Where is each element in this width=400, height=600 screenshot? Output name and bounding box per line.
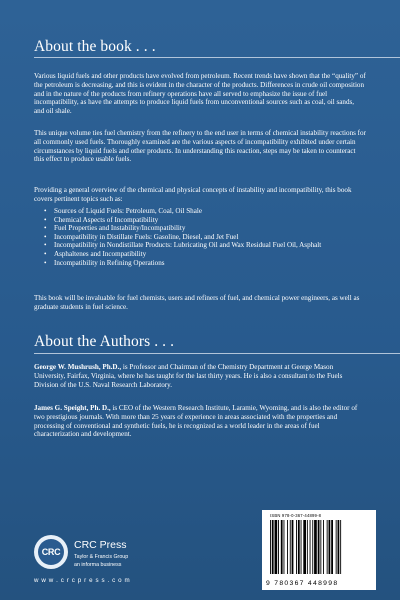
- publisher-tagline: an informa business: [74, 562, 122, 568]
- crc-press-logo: [34, 535, 68, 569]
- about-book-paragraph-2: [34, 129, 366, 164]
- isbn-digits: 9 780367 448998: [266, 580, 339, 587]
- logo-text: CRC: [38, 539, 64, 565]
- paragraph-text: Various liquid fuels and other products have evolved from petroleum. Recent trends have shown that the “quality” of the petroleum is decreasing, and this is evident in the character of the products. Differences in crude oil composition and in the nature of the products from refinery operations have all served to emphasize the issue of fuel incompatibility, as have the attempts to produce liquid fuels from unconventional sources such as coal, oil sands, and oil shale.: [34, 72, 366, 115]
- about-book-heading: About the book . . .: [34, 38, 156, 55]
- about-book-paragraph-3: [34, 186, 366, 204]
- about-authors-heading: About the Authors . . .: [34, 333, 175, 350]
- author-bio-text: is Professor and Chairman of the Chemistry Department at George Mason University, Fairfax, Virginia, where he has taught for the last thirty years. He is also a consultant to the Fuels Division of the U.S. Naval Research Laboratory.: [34, 363, 343, 389]
- author-bio-1: [34, 363, 366, 389]
- topic-item: • Asphaltenes and Incompatibility: [44, 250, 364, 259]
- about-book-divider: [34, 57, 400, 58]
- author-name: James G. Speight, Ph. D.,: [34, 404, 111, 412]
- topic-item: • Incompatibility in Nondistillate Products: Lubricating Oil and Wax Residual Fuel Oil, Asphalt: [44, 241, 364, 250]
- paragraph-text: This book will be invaluable for fuel chemists, users and refiners of fuel, and chemical power engineers, as well as graduate students in fuel science.: [34, 294, 360, 311]
- topics-list: [44, 207, 364, 267]
- topic-item: • Incompatibility in Refining Operations: [44, 259, 364, 268]
- paragraph-text: This unique volume ties fuel chemistry from the refinery to the end user in terms of chemical instability reactions for all commonly used fuels. Thoroughly examined are the various aspects of incompatibility exhibited under certain circumstances by liquid fuels and other products. In understanding this reaction, steps may be taken to counteract this effect to produce usable fuels.: [34, 129, 366, 164]
- about-authors-divider: [34, 353, 400, 354]
- topic-item: • Chemical Aspects of Incompatibility: [44, 216, 364, 225]
- author-bio-2: [34, 404, 366, 439]
- publisher-group: Taylor & Francis Group: [74, 554, 129, 560]
- publisher-block: [34, 535, 224, 584]
- publisher-name: CRC Press: [74, 539, 127, 551]
- about-book-paragraph-1: [34, 72, 366, 116]
- author-bio-text: is CEO of the Western Research Institute, Laramie, Wyoming, and is also the editor of two prestigious journals. With more than 25 years of experience in areas associated with the properties and processing of conventional and synthetic fuels, he is recognized as a world leader in the areas of fuel characterization and development.: [34, 404, 358, 439]
- publisher-url: w w w . c r c p r e s s . c o m: [34, 577, 131, 584]
- topic-item: • Fuel Properties and Instability/Incompatibility: [44, 224, 364, 233]
- about-book-closing: [34, 294, 366, 312]
- isbn-barcode-box: [262, 510, 376, 590]
- topic-item: • Sources of Liquid Fuels: Petroleum, Coal, Oil Shale: [44, 207, 364, 216]
- topic-item: • Incompatibility in Distillate Fuels: Gasoline, Diesel, and Jet Fuel: [44, 233, 364, 242]
- barcode-icon: [268, 520, 370, 574]
- author-name: George W. Mushrush, Ph.D.,: [34, 363, 122, 371]
- isbn-label: ISBN 978-0-367-44899-8: [270, 513, 322, 518]
- paragraph-text: Providing a general overview of the chemical and physical concepts of instability and incompatibility, this book covers pertinent topics such as:: [34, 186, 352, 203]
